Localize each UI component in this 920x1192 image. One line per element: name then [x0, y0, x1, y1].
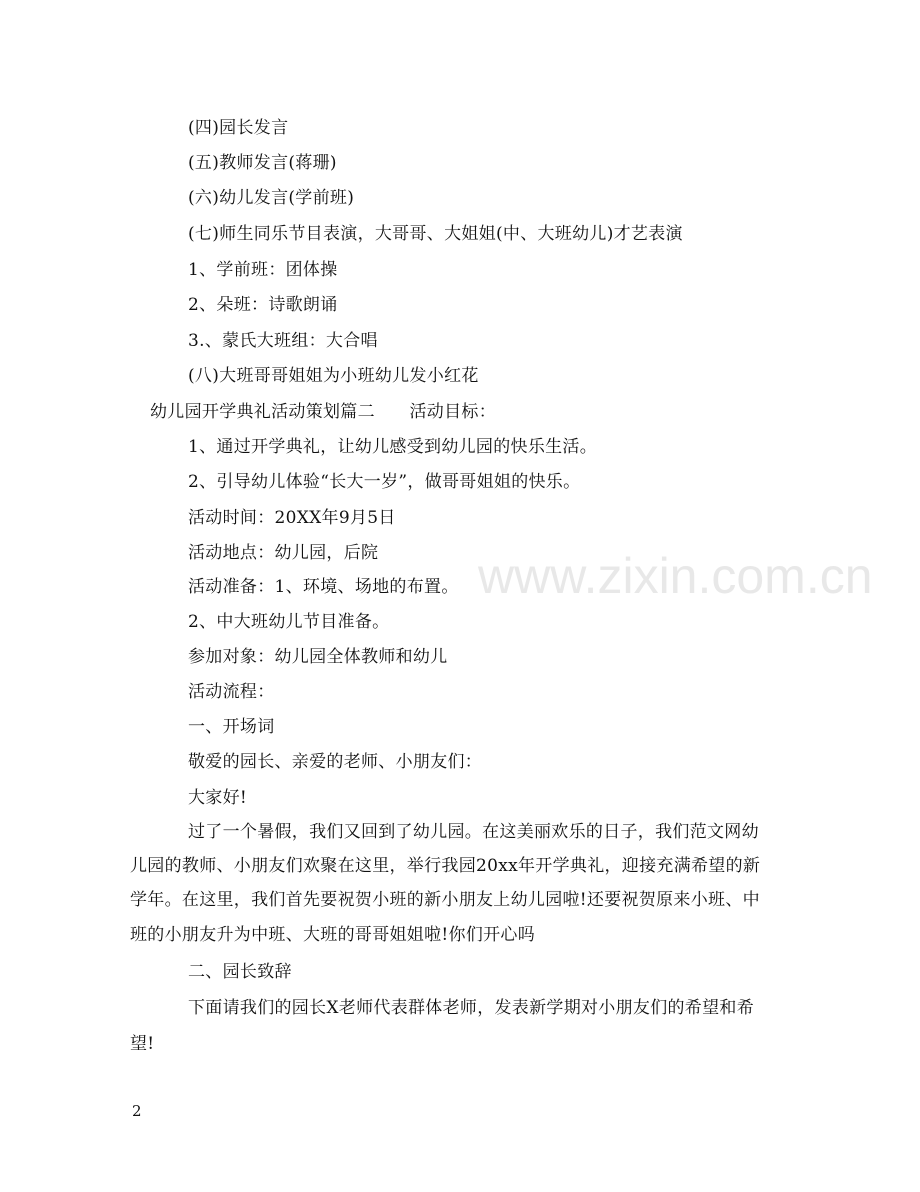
text-line: 参加对象：幼儿园全体教师和幼儿: [188, 647, 448, 667]
text-line: 1、学前班：团体操: [188, 260, 338, 280]
paragraph-line: 班的小朋友升为中班、大班的哥哥姐姐啦!你们开心吗: [130, 925, 536, 945]
section-heading: 幼儿园开学典礼活动策划篇二 活动目标：: [150, 402, 496, 422]
paragraph-line: 学年。在这里，我们首先要祝贺小班的新小朋友上幼儿园啦!还要祝贺原来小班、中: [130, 890, 760, 910]
text-line: 敬爱的园长、亲爱的老师、小朋友们：: [188, 752, 483, 772]
text-line: 2、引导幼儿体验“长大一岁”，做哥哥姐姐的快乐。: [188, 472, 581, 492]
paragraph-line: 过了一个暑假，我们又回到了幼儿园。在这美丽欢乐的日子，我们范文网幼: [188, 822, 759, 842]
text-line: 1、通过开学典礼，让幼儿感受到幼儿园的快乐生活。: [188, 437, 598, 457]
text-line: (七)师生同乐节目表演，大哥哥、大姐姐(中、大班幼儿)才艺表演: [188, 224, 683, 244]
page-number: 2: [132, 1102, 142, 1120]
text-line: 3.、蒙氏大班组：大合唱: [188, 331, 378, 351]
text-line: (五)教师发言(蒋珊): [188, 153, 337, 173]
text-line: 活动地点：幼儿园，后院: [188, 543, 379, 563]
paragraph-line: 下面请我们的园长X老师代表群体老师，发表新学期对小朋友们的希望和希: [188, 998, 755, 1018]
text-line: 活动准备：1、环境、场地的布置。: [188, 577, 459, 597]
watermark: www.zixin.com.cn: [478, 548, 873, 604]
text-line: 活动时间：20XX年9月5日: [188, 508, 396, 528]
paragraph-line: 望!: [130, 1034, 155, 1054]
text-line: 大家好!: [188, 788, 248, 808]
text-line: 2、朵班：诗歌朗诵: [188, 295, 338, 315]
text-line: (四)园长发言: [188, 118, 289, 138]
text-line: (六)幼儿发言(学前班): [188, 188, 355, 208]
text-line: 活动流程：: [188, 682, 275, 702]
text-line: 一、开场词: [188, 717, 275, 737]
text-line: (八)大班哥哥姐姐为小班幼儿发小红花: [188, 366, 479, 386]
paragraph-line: 儿园的教师、小朋友们欢聚在这里，举行我园20xx年开学典礼，迎接充满希望的新: [130, 856, 761, 876]
text-line: 二、园长致辞: [188, 962, 292, 982]
text-line: 2、中大班幼儿节目准备。: [188, 612, 390, 632]
